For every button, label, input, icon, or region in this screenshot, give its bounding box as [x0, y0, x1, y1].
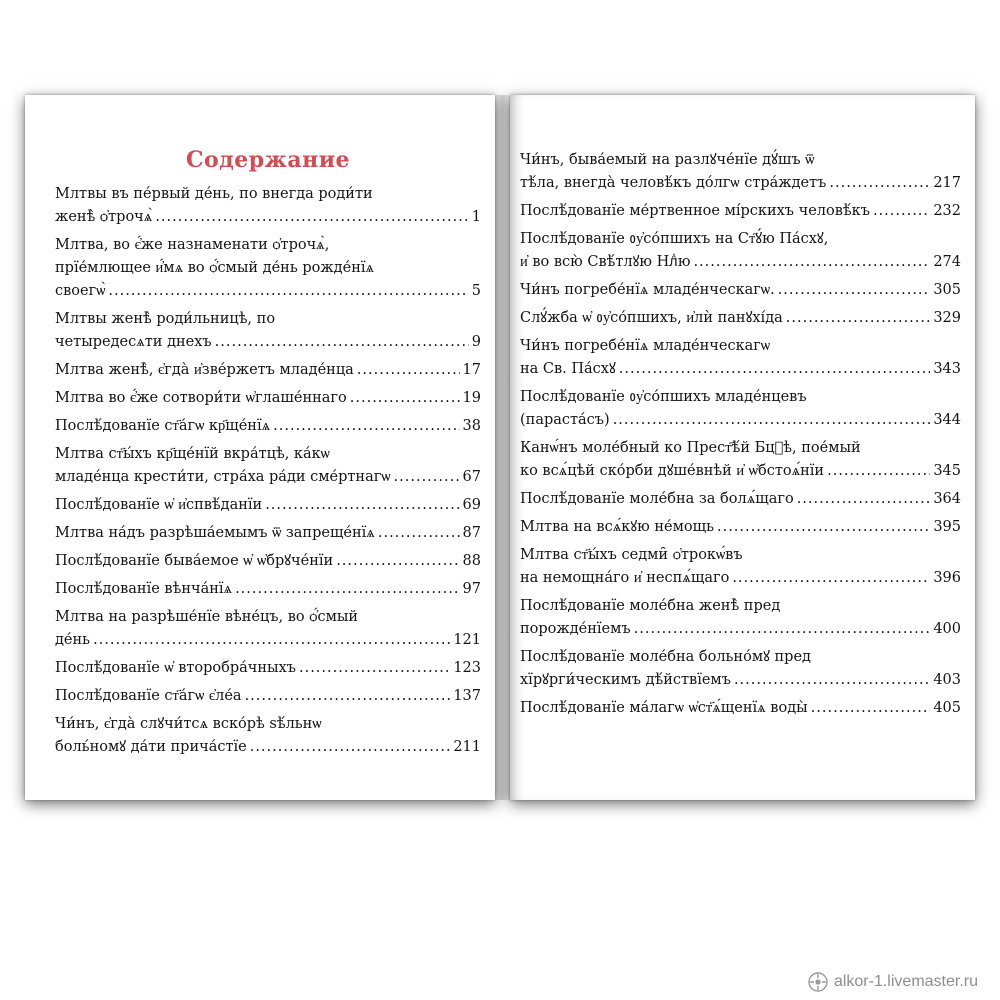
dot-leader	[299, 657, 450, 680]
toc-entry-text: Млтва на́дъ разрѣша́емымъ ѿ запреще́нїѧ	[55, 525, 375, 541]
dot-leader	[811, 697, 931, 720]
toc-entry-text: четыредесѧти днехъ	[55, 334, 212, 350]
toc-entry-last-line	[520, 567, 961, 590]
toc-page-number: 67	[462, 469, 481, 485]
toc-entry-text: (параста́съ)	[520, 412, 610, 428]
toc-entry	[55, 494, 481, 517]
watermark	[808, 972, 978, 992]
toc-entry	[55, 685, 481, 708]
dot-leader	[394, 466, 460, 489]
toc-entry-text: Послѣ́дованїе ᲂу҆со́пшихъ младе́нцевъ	[520, 389, 807, 405]
toc-entry	[55, 308, 481, 354]
toc-page-number: 1	[471, 209, 481, 225]
toc-page-number: 274	[933, 254, 961, 270]
toc-entry-text: Чи́нъ погребе́нїѧ младе́нческагѡ.	[520, 282, 775, 298]
toc-entry-text: Млтва на разрѣше́нїе вѣне́цъ, во ѻ҆́смый	[55, 609, 359, 625]
dot-leader	[155, 206, 468, 229]
book-spine	[495, 95, 510, 800]
toc-entry-last-line	[55, 280, 481, 303]
toc-entry	[520, 544, 961, 590]
dot-leader	[873, 200, 930, 223]
toc-entry-text: Млтва на всѧ́кꙋю не́мощь	[520, 519, 714, 535]
dot-leader	[250, 736, 451, 759]
toc-entry-text: и҆ во всю̀ Свѣ́тлꙋю Нлⷣю	[520, 254, 691, 270]
toc-entry-text: Слꙋ́жба ѡ҆ ᲂу҆со́пшихъ, и҆лѝ панꙋхі́да	[520, 310, 783, 326]
toc-entry-text: младе́нца крести́ти, стра́ха ра́ди сме́ртнагѡ	[55, 469, 391, 485]
toc-page-number: 88	[462, 553, 481, 569]
toc-page-number: 344	[933, 412, 961, 428]
toc-entry-last-line	[520, 307, 961, 330]
toc-entry-last-line	[520, 251, 961, 274]
watermark-text: alkor-1.livemaster.ru	[833, 973, 978, 990]
toc-entry-text: Послѣ́дованїе ст҃а́гѡ є҆ле́а	[55, 688, 242, 704]
dot-leader	[93, 629, 450, 652]
toc-entry-text: Млтва, во є҆́же назнаменати ѻ҆трочѧ̀,	[55, 237, 330, 253]
toc-page-number: 123	[453, 660, 481, 676]
dot-leader	[717, 516, 930, 539]
toc-entry-text: женѣ̀ ѻ҆трочѧ̀	[55, 209, 153, 225]
dot-leader	[245, 685, 451, 708]
toc-entry-last-line	[55, 387, 481, 410]
toc-entry-last-line	[55, 466, 481, 489]
toc-entry-text: на Св. Па́схꙋ	[520, 361, 616, 377]
dot-leader	[336, 550, 459, 573]
toc-entry-text: Млтва ст҃ы́хъ кр҃ще́нїй вкра́тцѣ, ка́кѡ	[55, 446, 330, 462]
toc-entry	[520, 228, 961, 274]
dot-leader	[273, 415, 459, 438]
dot-leader	[827, 460, 930, 483]
toc-entry-last-line	[55, 206, 481, 229]
dot-leader	[378, 522, 460, 545]
toc-entry-text: прїе́млющее и҆́мѧ во ѻ҆́смый де́нь рожде́нїѧ	[55, 260, 375, 276]
toc-page-number: 345	[933, 463, 961, 479]
toc-entry-text: Канѡ́нъ моле́бный ко Прест҃ѣ́й Бцⷣѣ, пое́мый	[520, 440, 861, 456]
toc-entry-last-line	[520, 409, 961, 432]
toc-page-number: 217	[933, 175, 961, 191]
toc-entry-last-line	[520, 488, 961, 511]
toc-entry-last-line	[520, 279, 961, 302]
toc-list-right	[520, 149, 961, 720]
toc-entry-last-line	[55, 359, 481, 382]
toc-entry	[520, 697, 961, 720]
dot-leader	[734, 669, 930, 692]
dot-leader	[732, 567, 930, 590]
toc-entry	[55, 522, 481, 545]
dot-leader	[829, 172, 930, 195]
toc-page-number: 5	[471, 283, 481, 299]
toc-entry-text: тѣ́ла, внегда̀ человѣ́къ до́лгѡ стра́ждетъ	[520, 175, 827, 191]
toc-entry-text: Млтва во є҆́же сотвори́ти ѡ҆глаше́ннаго	[55, 390, 347, 406]
toc-page-number: 232	[933, 203, 961, 219]
toc-title: Содержание	[185, 147, 351, 173]
toc-entry-last-line	[55, 685, 481, 708]
dot-leader	[786, 307, 931, 330]
toc-entry	[55, 415, 481, 438]
toc-page-number: 19	[462, 390, 481, 406]
toc-entry-text: де́нь	[55, 632, 91, 648]
dot-leader	[235, 578, 459, 601]
toc-entry	[520, 595, 961, 641]
toc-entry	[55, 387, 481, 410]
toc-entry-text: Послѣ́дованїе вѣнча́нїѧ	[55, 581, 233, 597]
toc-entry	[520, 646, 961, 692]
toc-entry-text: Послѣ́дованїе ᲂу҆со́пшихъ на Ст҃ꙋ́ю Па́схꙋ,	[520, 231, 829, 247]
toc-page-number: 87	[462, 525, 481, 541]
toc-entry-last-line	[520, 618, 961, 641]
toc-entry-last-line	[55, 550, 481, 573]
toc-entry	[520, 335, 961, 381]
toc-entry-text: Послѣ́дованїе ѡ҆ и҆спвѣ́данїи	[55, 497, 263, 513]
toc-entry	[55, 443, 481, 489]
toc-entry-last-line	[520, 172, 961, 195]
toc-entry-last-line	[55, 331, 481, 354]
toc-entry-text: Послѣ́дованїе ст҃а́гѡ кр҃ще́нїѧ	[55, 418, 271, 434]
toc-entry-last-line	[55, 657, 481, 680]
toc-entry-text: Послѣ́дованїе ма́лагѡ ѡ҆ст҃ѧ́щенїѧ воды̀	[520, 700, 808, 716]
toc-entry	[520, 437, 961, 483]
toc-page-number: 9	[471, 334, 481, 350]
toc-entry-last-line	[520, 358, 961, 381]
toc-entry-last-line	[55, 629, 481, 652]
toc-page-number: 69	[462, 497, 481, 513]
toc-list-left	[55, 183, 481, 759]
toc-page-number: 137	[453, 688, 481, 704]
toc-entry-text: на немощна́го и҆ неспѧ́щаго	[520, 570, 730, 586]
toc-entry-last-line	[55, 415, 481, 438]
toc-entry	[520, 488, 961, 511]
toc-entry-text: Послѣ́дованїе ме́ртвенное мі́рскихъ человѣ́къ	[520, 203, 870, 219]
livemaster-logo-icon	[808, 972, 828, 992]
toc-entry	[520, 386, 961, 432]
toc-entry-last-line	[55, 578, 481, 601]
toc-entry-text: Млтва ст҃ы́хъ седми̑ ѻ҆трокѡ́въ	[520, 547, 743, 563]
toc-entry	[55, 359, 481, 382]
toc-page-number: 364	[933, 491, 961, 507]
toc-entry	[520, 516, 961, 539]
toc-page-number: 400	[933, 621, 961, 637]
dot-leader	[778, 279, 931, 302]
toc-entry-text: Млтвы въ пе́рвый де́нь, по внегда роди́ти	[55, 186, 373, 202]
toc-entry	[55, 183, 481, 229]
toc-entry-last-line	[520, 697, 961, 720]
toc-page-number: 396	[933, 570, 961, 586]
toc-entry-text: Млтвы женѣ̀ роди́льницѣ, по	[55, 311, 276, 327]
toc-entry-text: ко всѧ́цѣй ско́рби дꙋше́внѣй и҆ ѡ҆бстоѧ́нїи	[520, 463, 825, 479]
toc-page-number: 97	[462, 581, 481, 597]
toc-entry	[520, 307, 961, 330]
dot-leader	[350, 387, 460, 410]
toc-entry	[55, 578, 481, 601]
toc-entry-text: Послѣ́дованїе моле́бна больно́мꙋ пред	[520, 649, 811, 665]
dot-leader	[797, 488, 931, 511]
toc-page-number: 403	[933, 672, 961, 688]
toc-entry-text: Послѣ́дованїе моле́бна за болѧ́щаго	[520, 491, 794, 507]
toc-entry-last-line	[520, 200, 961, 223]
toc-entry-text: Млтва женѣ̀, є҆гда̀ и҆зве́ржетъ младе́нца	[55, 362, 354, 378]
toc-entry	[520, 200, 961, 223]
toc-entry-last-line	[520, 669, 961, 692]
toc-entry-text: своегѡ̀	[55, 283, 106, 299]
toc-entry	[55, 657, 481, 680]
right-page	[510, 95, 975, 800]
toc-entry-last-line	[520, 516, 961, 539]
toc-entry-last-line	[55, 494, 481, 517]
toc-entry	[520, 149, 961, 195]
toc-entry-text: Чи́нъ, быва́емый на разлꙋче́нїе дꙋ́шъ ѿ	[520, 152, 815, 168]
dot-leader	[634, 618, 931, 641]
toc-entry	[55, 713, 481, 759]
toc-entry	[55, 550, 481, 573]
toc-entry-text: Чи́нъ, є҆гда̀ слꙋчи́тсѧ вско́рѣ ѕѣ́льнѡ	[55, 716, 322, 732]
toc-entry	[520, 279, 961, 302]
dot-leader	[693, 251, 930, 274]
toc-entry-text: Послѣ́дованїе моле́бна женѣ̀ пред	[520, 598, 781, 614]
dot-leader	[265, 494, 459, 517]
toc-page-number: 211	[453, 739, 481, 755]
toc-entry-last-line	[520, 460, 961, 483]
toc-entry-last-line	[55, 736, 481, 759]
dot-leader	[619, 358, 931, 381]
dot-leader	[215, 331, 469, 354]
dot-leader	[108, 280, 468, 303]
toc-entry-text: хїрꙋрги́ческимъ дѣ́йствїемъ	[520, 672, 731, 688]
toc-entry-text: Послѣ́дованїе быва́емое ѡ҆ ѡ҆брꙋче́нїи	[55, 553, 334, 569]
dot-leader	[613, 409, 931, 432]
toc-page-number: 305	[933, 282, 961, 298]
toc-entry-text: Послѣ́дованїе ѡ҆ второбра́чныхъ	[55, 660, 296, 676]
toc-page-number: 329	[933, 310, 961, 326]
toc-entry	[55, 606, 481, 652]
toc-entry-last-line	[55, 522, 481, 545]
toc-page-number: 17	[462, 362, 481, 378]
toc-page-number: 38	[462, 418, 481, 434]
toc-page-number: 121	[453, 632, 481, 648]
toc-entry-text: боль́номꙋ да́ти прича́стїе	[55, 739, 247, 755]
toc-entry-text: Чи́нъ погребе́нїѧ младе́нческагѡ	[520, 338, 771, 354]
left-page	[25, 95, 495, 800]
toc-entry-text: порожде́нїемъ	[520, 621, 631, 637]
toc-page-number: 343	[933, 361, 961, 377]
dot-leader	[357, 359, 460, 382]
toc-page-number: 395	[933, 519, 961, 535]
toc-entry	[55, 234, 481, 303]
toc-page-number: 405	[933, 700, 961, 716]
